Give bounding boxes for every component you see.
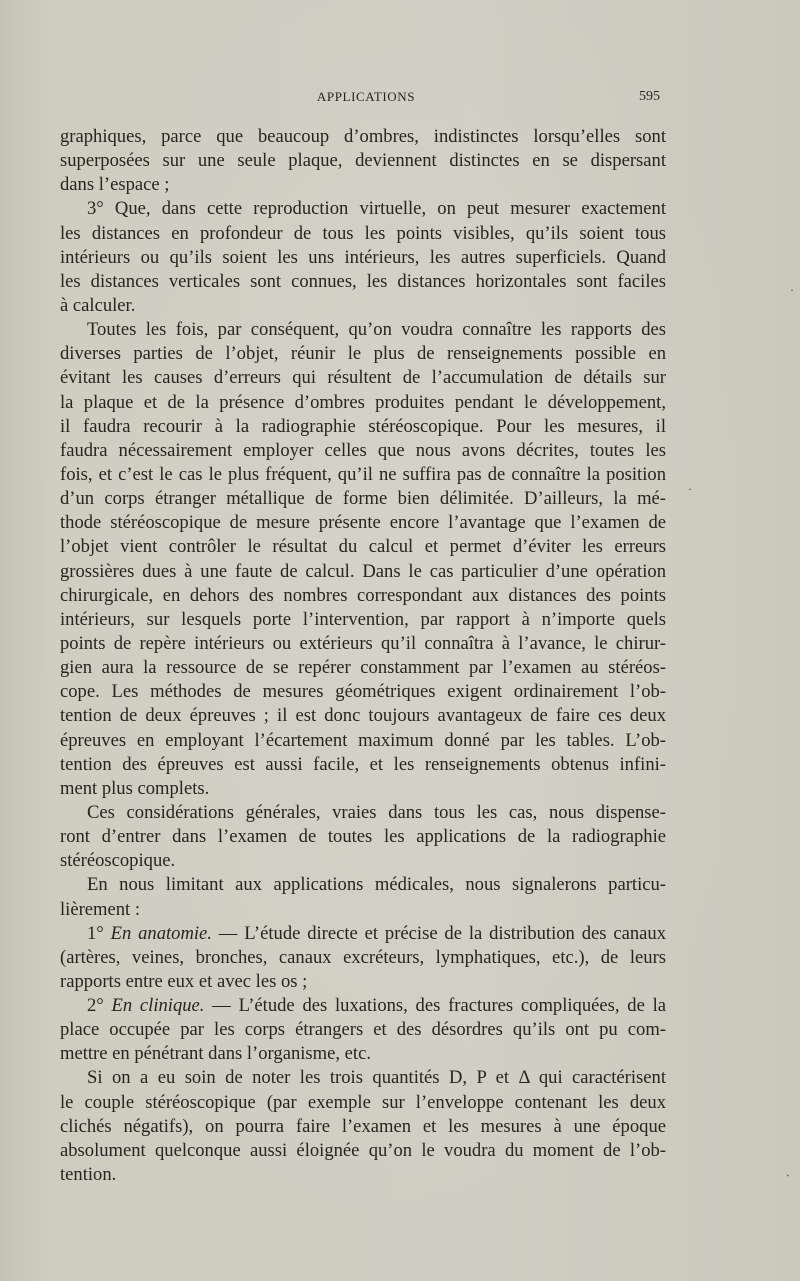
text-line: lièrement : (60, 898, 141, 920)
page-header (62, 89, 660, 109)
text-line: mettre en pénétrant dans l’organisme, etc. (60, 1043, 371, 1065)
text-line: grossières dues à une faute de calcul. Dans le cas particulier d’une opération (60, 560, 666, 582)
text-line: 1° En anatomie. — L’étude directe et précise de la distribution des canaux (87, 922, 666, 944)
text-line: superposées sur une seule plaque, deviennent distinctes en se dispersant (60, 150, 666, 172)
text-line: tention de deux épreuves ; il est donc toujours avantageux de faire ces deux (60, 705, 666, 727)
text-line: thode stéréoscopique de mesure présente encore l’avantage que l’examen de (60, 512, 666, 534)
text-line: stéréoscopique. (60, 850, 176, 872)
text-line: à calculer. (60, 294, 136, 316)
text-line: cope. Les méthodes de mesures géométriques exigent ordinairement l’ob- (60, 681, 666, 703)
text-line: évitant les causes d’erreurs qui résultent de l’accumulation de détails sur (60, 367, 666, 389)
body-text (60, 125, 666, 1187)
text-line: place occupée par les corps étrangers et des désordres qu’ils ont pu com- (60, 1019, 666, 1041)
text-line: le couple stéréoscopique (par exemple sur l’enveloppe contenant les deux (60, 1091, 666, 1113)
text-line: clichés négatifs), on pourra faire l’examen et les mesures à une époque (60, 1115, 666, 1137)
text-line: points de repère intérieurs ou extérieurs qu’il connaîtra à l’avance, le chirur- (60, 632, 666, 654)
text-line: chirurgicale, en dehors des nombres correspondant aux distances des points (60, 584, 666, 606)
text-line: les distances verticales sont connues, les distances horizontales sont faciles (60, 270, 666, 292)
text-line: rapports entre eux et avec les os ; (60, 970, 308, 992)
text-line: intérieurs, sur lesquels porte l’intervention, par rapport à n’importe quels (60, 608, 666, 630)
text-line: les distances en profondeur de tous les points visibles, qu’ils soient tous (60, 222, 666, 244)
stain-mark: ˏ (786, 1163, 790, 1177)
text-line: graphiques, parce que beaucoup d’ombres, indistinctes lorsqu’elles sont (60, 126, 666, 147)
text-line: l’objet vient contrôler le résultat du calcul et permet d’éviter les erreurs (60, 536, 666, 558)
text-line: ment plus complets. (60, 777, 210, 799)
text-line: dans l’espace ; (60, 174, 170, 196)
italic-heading: En clinique. (111, 995, 205, 1017)
text-line: tention. (60, 1164, 117, 1186)
text-line: intérieurs ou qu’ils soient les uns intérieurs, les autres superficiels. Quand (60, 246, 666, 268)
text-line: (artères, veines, bronches, canaux excréteurs, lymphatiques, etc.), de leurs (60, 946, 666, 968)
text-line: il faudra recourir à la radiographie stéréoscopique. Pour les mesures, il (60, 415, 666, 437)
text-line: Ces considérations générales, vraies dans tous les cas, nous dispense- (87, 801, 666, 823)
text-line: gien aura la ressource de se repérer constamment par l’examen au stéréos- (60, 657, 666, 679)
text-line: Si on a eu soin de noter les trois quantités D, P et Δ qui caractérisent (87, 1067, 666, 1089)
speck-mark-right: · (790, 283, 794, 297)
text-line: épreuves en employant l’écartement maximum donné par les tables. L’ob- (60, 729, 666, 751)
text-line: fois, et c’est le cas le plus fréquent, qu’il ne suffira pas de connaître la position (60, 463, 666, 485)
text-line: d’un corps étranger métallique de forme bien délimitée. D’ailleurs, la mé- (60, 488, 666, 510)
italic-heading: En anatomie. (110, 922, 212, 944)
text-line: ront d’entrer dans l’examen de toutes les applications de la radiographie (60, 826, 666, 848)
text-line: 2° En clinique. — L’étude des luxations, des fractures compliquées, de la (87, 995, 666, 1017)
speck-mark: · (688, 482, 692, 496)
text-line: En nous limitant aux applications médicales, nous signalerons particu- (87, 874, 666, 896)
page-number: 595 (639, 89, 660, 104)
text-line: la plaque et de la présence d’ombres produites pendant le développement, (60, 391, 666, 413)
text-line: faudra nécessairement employer celles que nous avons décrites, toutes les (60, 439, 666, 461)
running-title: APPLICATIONS (316, 89, 416, 104)
text-line: absolument quelconque aussi éloignée qu’on le voudra du moment de l’ob- (60, 1139, 666, 1161)
text-line: diverses parties de l’objet, réunir le plus de renseignements possible en (60, 343, 666, 365)
text-line: Toutes les fois, par conséquent, qu’on voudra connaître les rapports des (87, 319, 666, 341)
text-line: 3° Que, dans cette reproduction virtuelle, on peut mesurer exactement (87, 198, 666, 220)
text-line: tention des épreuves est aussi facile, et les renseignements obtenus infini- (60, 753, 666, 775)
